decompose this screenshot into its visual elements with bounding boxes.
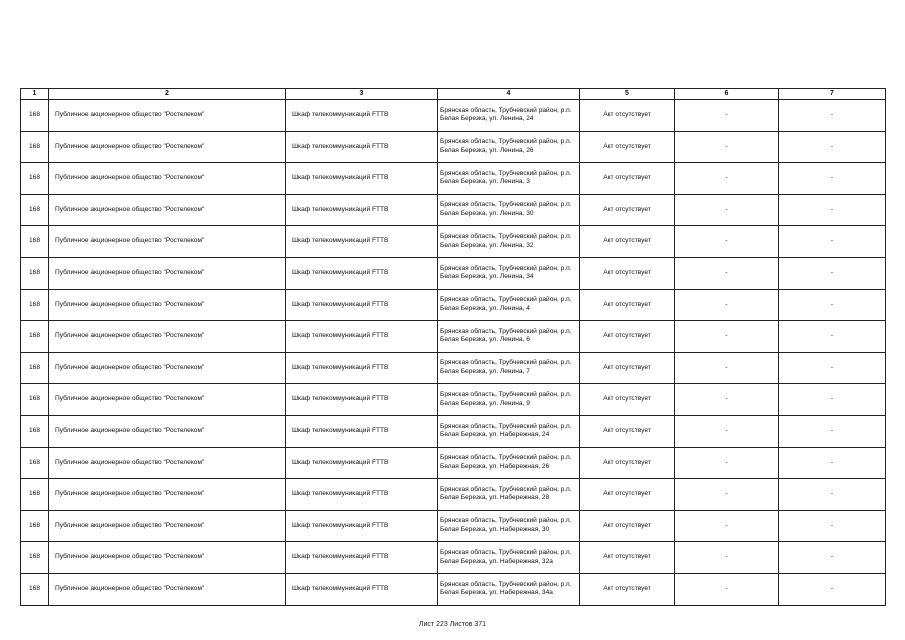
object-cell: Шкаф телекоммуникаций FTTB (286, 479, 438, 511)
table-row (21, 226, 886, 258)
row-number-cell: 168 (21, 100, 49, 132)
act-cell: Акт отсутствует (580, 289, 675, 321)
column-6-cell: - (675, 384, 779, 416)
table-row (21, 447, 886, 479)
address-cell: Брянская область, Трубчевский район, р.п. Белая Березка, ул. Ленина, 32 (438, 226, 580, 258)
address-cell: Брянская область, Трубчевский район, р.п. Белая Березка, ул. Ленина, 26 (438, 131, 580, 163)
act-cell: Акт отсутствует (580, 100, 675, 132)
owner-cell: Публичное акционерное общество "Ростелеком" (49, 131, 286, 163)
act-cell: Акт отсутствует (580, 163, 675, 195)
address-cell: Брянская область, Трубчевский район, р.п. Белая Березка, ул. Ленина, 6 (438, 321, 580, 353)
row-number-cell: 168 (21, 479, 49, 511)
address-cell: Брянская область, Трубчевский район, р.п. Белая Березка, ул. Набережная, 26 (438, 447, 580, 479)
row-number-cell: 168 (21, 447, 49, 479)
table-row (21, 510, 886, 542)
act-cell: Акт отсутствует (580, 352, 675, 384)
act-cell: Акт отсутствует (580, 131, 675, 163)
column-header-2: 2 (49, 89, 286, 100)
address-cell: Брянская область, Трубчевский район, р.п. Белая Березка, ул. Ленина, 4 (438, 289, 580, 321)
registry-sheet (20, 88, 885, 606)
address-cell: Брянская область, Трубчевский район, р.п. Белая Березка, ул. Ленина, 3 (438, 163, 580, 195)
object-cell: Шкаф телекоммуникаций FTTB (286, 415, 438, 447)
owner-cell: Публичное акционерное общество "Ростелеком" (49, 352, 286, 384)
table-row (21, 479, 886, 511)
column-6-cell: - (675, 257, 779, 289)
act-cell: Акт отсутствует (580, 194, 675, 226)
table-row (21, 321, 886, 353)
column-6-cell: - (675, 447, 779, 479)
row-number-cell: 168 (21, 415, 49, 447)
object-cell: Шкаф телекоммуникаций FTTB (286, 352, 438, 384)
object-cell: Шкаф телекоммуникаций FTTB (286, 510, 438, 542)
object-cell: Шкаф телекоммуникаций FTTB (286, 542, 438, 574)
column-7-cell: - (779, 289, 886, 321)
row-number-cell: 168 (21, 163, 49, 195)
column-6-cell: - (675, 226, 779, 258)
object-cell: Шкаф телекоммуникаций FTTB (286, 573, 438, 605)
act-cell: Акт отсутствует (580, 384, 675, 416)
object-cell: Шкаф телекоммуникаций FTTB (286, 289, 438, 321)
owner-cell: Публичное акционерное общество "Ростелеком" (49, 257, 286, 289)
act-cell: Акт отсутствует (580, 321, 675, 353)
address-cell: Брянская область, Трубчевский район, р.п. Белая Березка, ул. Набережная, 28 (438, 479, 580, 511)
owner-cell: Публичное акционерное общество "Ростелеком" (49, 573, 286, 605)
table-row (21, 131, 886, 163)
object-cell: Шкаф телекоммуникаций FTTB (286, 194, 438, 226)
column-header-3: 3 (286, 89, 438, 100)
column-7-cell: - (779, 447, 886, 479)
table-row (21, 352, 886, 384)
address-cell: Брянская область, Трубчевский район, р.п. Белая Березка, ул. Набережная, 30 (438, 510, 580, 542)
table-row (21, 289, 886, 321)
column-header-1: 1 (21, 89, 49, 100)
act-cell: Акт отсутствует (580, 573, 675, 605)
row-number-cell: 168 (21, 131, 49, 163)
owner-cell: Публичное акционерное общество "Ростелеком" (49, 479, 286, 511)
object-cell: Шкаф телекоммуникаций FTTB (286, 321, 438, 353)
column-6-cell: - (675, 510, 779, 542)
row-number-cell: 168 (21, 226, 49, 258)
owner-cell: Публичное акционерное общество "Ростелеком" (49, 510, 286, 542)
table-row (21, 542, 886, 574)
row-number-cell: 168 (21, 289, 49, 321)
table-row (21, 257, 886, 289)
address-cell: Брянская область, Трубчевский район, р.п. Белая Березка, ул. Набережная, 34а (438, 573, 580, 605)
act-cell: Акт отсутствует (580, 447, 675, 479)
column-header-7: 7 (779, 89, 886, 100)
table-row (21, 163, 886, 195)
address-cell: Брянская область, Трубчевский район, р.п. Белая Березка, ул. Набережная, 32а (438, 542, 580, 574)
act-cell: Акт отсутствует (580, 542, 675, 574)
row-number-cell: 168 (21, 510, 49, 542)
column-6-cell: - (675, 289, 779, 321)
table-body (21, 100, 886, 606)
object-cell: Шкаф телекоммуникаций FTTB (286, 384, 438, 416)
address-cell: Брянская область, Трубчевский район, р.п. Белая Березка, ул. Ленина, 9 (438, 384, 580, 416)
object-cell: Шкаф телекоммуникаций FTTB (286, 226, 438, 258)
object-cell: Шкаф телекоммуникаций FTTB (286, 100, 438, 132)
column-6-cell: - (675, 479, 779, 511)
row-number-cell: 168 (21, 384, 49, 416)
column-6-cell: - (675, 352, 779, 384)
object-cell: Шкаф телекоммуникаций FTTB (286, 131, 438, 163)
column-7-cell: - (779, 384, 886, 416)
column-header-4: 4 (438, 89, 580, 100)
page-counter: Лист 223 Листов 371 (418, 621, 487, 628)
row-number-cell: 168 (21, 573, 49, 605)
owner-cell: Публичное акционерное общество "Ростелеком" (49, 100, 286, 132)
column-7-cell: - (779, 542, 886, 574)
column-6-cell: - (675, 194, 779, 226)
address-cell: Брянская область, Трубчевский район, р.п. Белая Березка, ул. Ленина, 34 (438, 257, 580, 289)
column-7-cell: - (779, 131, 886, 163)
column-7-cell: - (779, 352, 886, 384)
owner-cell: Публичное акционерное общество "Ростелеком" (49, 384, 286, 416)
column-7-cell: - (779, 510, 886, 542)
column-7-cell: - (779, 163, 886, 195)
column-6-cell: - (675, 573, 779, 605)
row-number-cell: 168 (21, 542, 49, 574)
object-cell: Шкаф телекоммуникаций FTTB (286, 447, 438, 479)
act-cell: Акт отсутствует (580, 510, 675, 542)
column-7-cell: - (779, 321, 886, 353)
address-cell: Брянская область, Трубчевский район, р.п. Белая Березка, ул. Ленина, 30 (438, 194, 580, 226)
table-row (21, 100, 886, 132)
header-row (21, 89, 886, 100)
row-number-cell: 168 (21, 352, 49, 384)
column-6-cell: - (675, 163, 779, 195)
owner-cell: Публичное акционерное общество "Ростелеком" (49, 226, 286, 258)
column-6-cell: - (675, 415, 779, 447)
row-number-cell: 168 (21, 257, 49, 289)
table-row (21, 194, 886, 226)
column-header-5: 5 (580, 89, 675, 100)
column-6-cell: - (675, 100, 779, 132)
column-6-cell: - (675, 542, 779, 574)
act-cell: Акт отсутствует (580, 257, 675, 289)
column-7-cell: - (779, 573, 886, 605)
row-number-cell: 168 (21, 194, 49, 226)
address-cell: Брянская область, Трубчевский район, р.п. Белая Березка, ул. Ленина, 24 (438, 100, 580, 132)
object-cell: Шкаф телекоммуникаций FTTB (286, 163, 438, 195)
table-row (21, 384, 886, 416)
column-6-cell: - (675, 131, 779, 163)
column-7-cell: - (779, 479, 886, 511)
owner-cell: Публичное акционерное общество "Ростелеком" (49, 194, 286, 226)
owner-cell: Публичное акционерное общество "Ростелеком" (49, 415, 286, 447)
column-6-cell: - (675, 321, 779, 353)
column-7-cell: - (779, 257, 886, 289)
owner-cell: Публичное акционерное общество "Ростелеком" (49, 447, 286, 479)
table-row (21, 415, 886, 447)
address-cell: Брянская область, Трубчевский район, р.п. Белая Березка, ул. Ленина, 7 (438, 352, 580, 384)
address-cell: Брянская область, Трубчевский район, р.п. Белая Березка, ул. Набережная, 24 (438, 415, 580, 447)
table-row (21, 573, 886, 605)
act-cell: Акт отсутствует (580, 479, 675, 511)
column-7-cell: - (779, 415, 886, 447)
owner-cell: Публичное акционерное общество "Ростелеком" (49, 163, 286, 195)
object-cell: Шкаф телекоммуникаций FTTB (286, 257, 438, 289)
column-7-cell: - (779, 194, 886, 226)
owner-cell: Публичное акционерное общество "Ростелеком" (49, 321, 286, 353)
column-7-cell: - (779, 226, 886, 258)
act-cell: Акт отсутствует (580, 226, 675, 258)
act-cell: Акт отсутствует (580, 415, 675, 447)
owner-cell: Публичное акционерное общество "Ростелеком" (49, 542, 286, 574)
column-7-cell: - (779, 100, 886, 132)
owner-cell: Публичное акционерное общество "Ростелеком" (49, 289, 286, 321)
column-header-6: 6 (675, 89, 779, 100)
row-number-cell: 168 (21, 321, 49, 353)
registry-table (20, 88, 886, 606)
